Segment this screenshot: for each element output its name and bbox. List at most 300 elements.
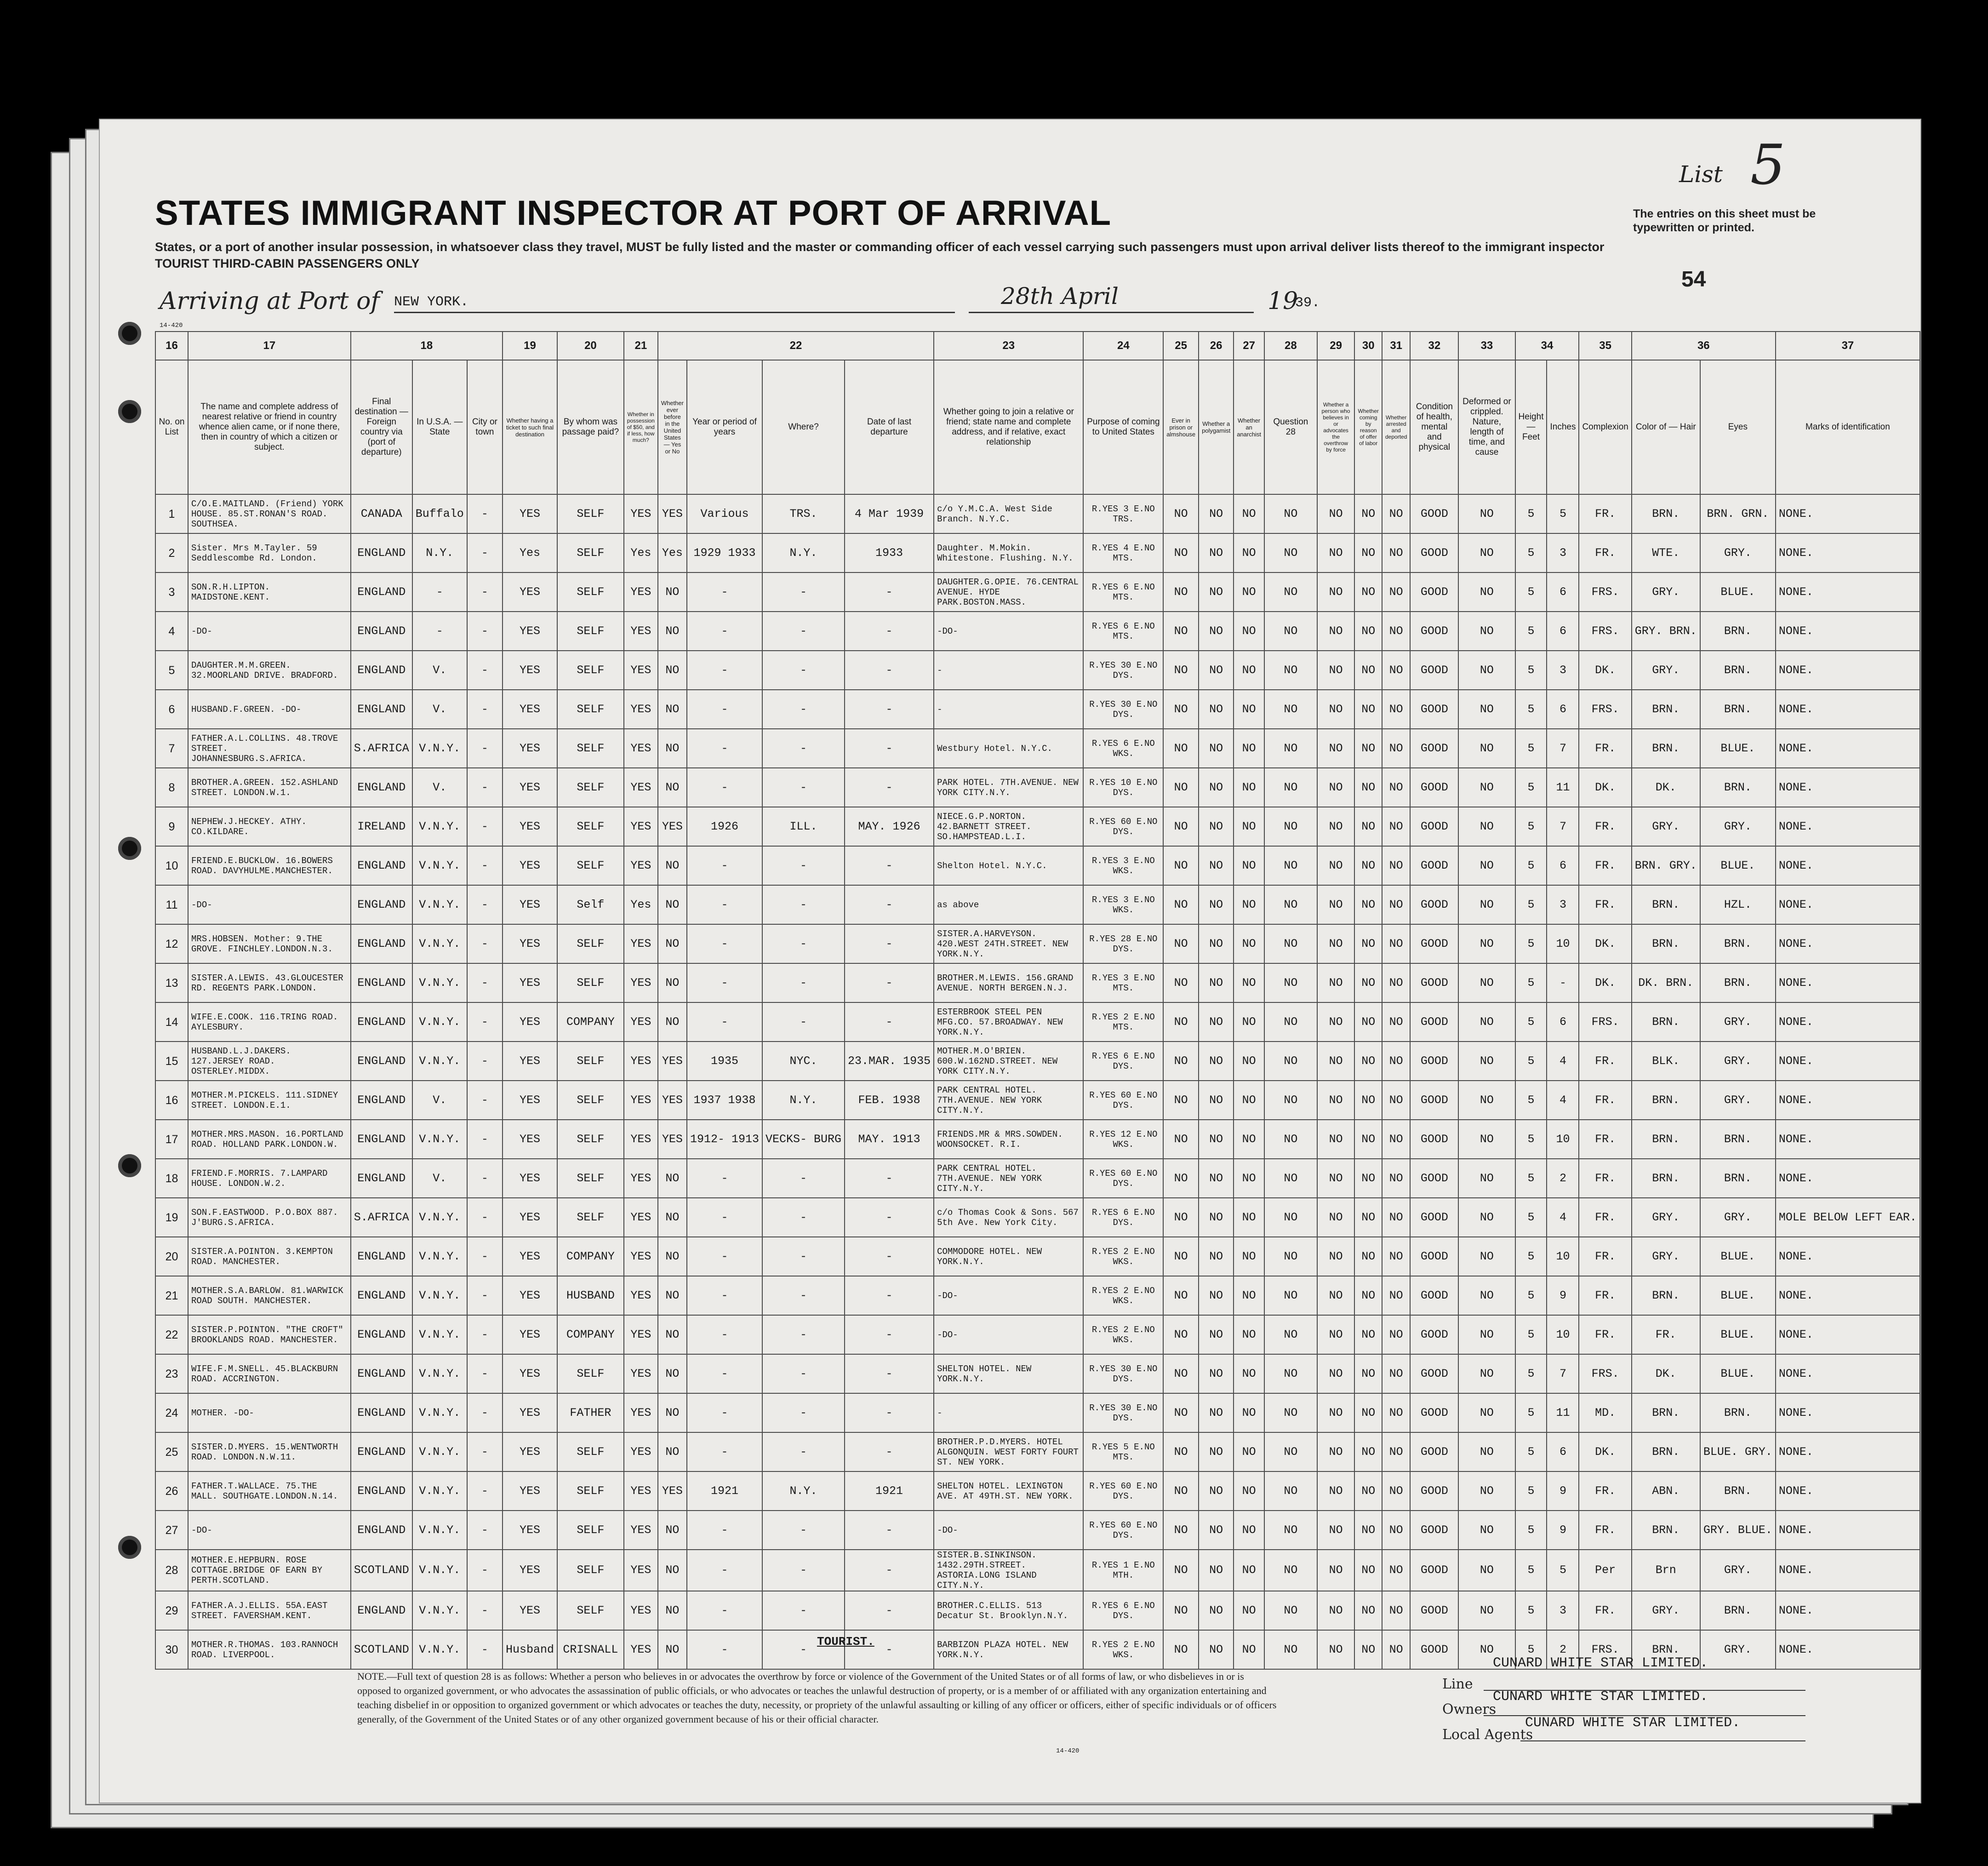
cell-money: YES xyxy=(624,807,658,846)
cell-q: NO xyxy=(1264,1159,1317,1198)
cell-money: YES xyxy=(624,846,658,885)
table-row xyxy=(155,494,1920,533)
cell-q: NO xyxy=(1199,1002,1234,1042)
cell-q: NO xyxy=(1382,572,1410,612)
cell-marks: NONE. xyxy=(1776,1591,1920,1630)
cell-ft: 5 xyxy=(1515,1120,1547,1159)
cell-where: N.Y. xyxy=(762,1471,845,1511)
cell-q: NO xyxy=(1264,885,1317,924)
column-header: Color of — Hair xyxy=(1632,360,1700,494)
column-header: Whether coming by reason of offer of labor xyxy=(1354,360,1382,494)
cell-marks: NONE. xyxy=(1776,963,1920,1002)
cell-q: NO xyxy=(1382,963,1410,1002)
cell-state: V.N.Y. xyxy=(412,924,467,963)
cell-q: NO xyxy=(1382,924,1410,963)
cell-eyes: BRN. xyxy=(1700,612,1776,651)
column-number: 27 xyxy=(1234,332,1264,360)
cell-ft: 5 xyxy=(1515,846,1547,885)
cell-def: NO xyxy=(1458,885,1515,924)
cell-ft: 5 xyxy=(1515,1198,1547,1237)
table-row xyxy=(155,846,1920,885)
column-number: 19 xyxy=(503,332,557,360)
cell-q: NO xyxy=(1317,1550,1355,1591)
cell-comp: FRS. xyxy=(1579,612,1631,651)
cell-q: NO xyxy=(1234,1198,1264,1237)
cell-purpose: R.YES 28 E.NO DYS. xyxy=(1083,924,1163,963)
cell-ctry: ENGLAND xyxy=(351,1354,412,1393)
row-number: 27 xyxy=(155,1511,188,1550)
cell-q: NO xyxy=(1382,690,1410,729)
cell-where: - xyxy=(762,885,845,924)
cell-q: NO xyxy=(1163,885,1199,924)
cell-q: NO xyxy=(1264,533,1317,572)
cell-q: NO xyxy=(1163,651,1199,690)
cell-ft: 5 xyxy=(1515,1471,1547,1511)
cell-ticket: YES xyxy=(503,729,557,768)
cell-join: SISTER.B.SINKINSON. 1432.29TH.STREET. ASTORIA.LONG ISLAND CITY.N.Y. xyxy=(934,1550,1083,1591)
line-label: Line xyxy=(1442,1676,1473,1692)
cell-eyes: BLUE. xyxy=(1700,572,1776,612)
cell-q: NO xyxy=(1354,1159,1382,1198)
binder-hole xyxy=(118,1536,141,1559)
cell-rel: NEPHEW.J.HECKEY. ATHY. CO.KILDARE. xyxy=(188,807,351,846)
row-number: 8 xyxy=(155,768,188,807)
cell-state: V. xyxy=(412,1159,467,1198)
cell-eyes: BLUE. xyxy=(1700,846,1776,885)
cell-rel: MOTHER. -DO- xyxy=(188,1393,351,1432)
cell-money: YES xyxy=(624,572,658,612)
cell-q: NO xyxy=(1382,1120,1410,1159)
cell-q: NO xyxy=(1382,1630,1410,1669)
cell-def: NO xyxy=(1458,533,1515,572)
cell-before: NO xyxy=(658,1354,687,1393)
cell-hair: BRN. xyxy=(1632,1081,1700,1120)
cell-in: 4 xyxy=(1547,1081,1579,1120)
cell-marks: NONE. xyxy=(1776,1354,1920,1393)
cell-q: NO xyxy=(1264,612,1317,651)
cell-q: NO xyxy=(1264,1511,1317,1550)
cell-health: GOOD xyxy=(1410,1276,1458,1315)
cell-eyes: BLUE. xyxy=(1700,1315,1776,1354)
table-row xyxy=(155,1081,1920,1120)
column-header: Marks of identification xyxy=(1776,360,1920,494)
cell-paid: SELF xyxy=(557,1198,624,1237)
cell-purpose: R.YES 5 E.NO MTS. xyxy=(1083,1432,1163,1471)
cell-where: - xyxy=(762,1276,845,1315)
cell-year: - xyxy=(687,1237,762,1276)
cell-before: NO xyxy=(658,1315,687,1354)
cell-q: NO xyxy=(1382,1550,1410,1591)
cell-year: - xyxy=(687,612,762,651)
cell-dep: - xyxy=(845,1354,934,1393)
cell-q: NO xyxy=(1163,1354,1199,1393)
cell-q: NO xyxy=(1199,1042,1234,1081)
cell-state: V.N.Y. xyxy=(412,1393,467,1432)
cell-q: NO xyxy=(1163,1198,1199,1237)
cell-q: NO xyxy=(1317,729,1355,768)
cell-hair: BRN. xyxy=(1632,885,1700,924)
cell-ft: 5 xyxy=(1515,1042,1547,1081)
cell-comp: FR. xyxy=(1579,1237,1631,1276)
cell-eyes: GRY. xyxy=(1700,1198,1776,1237)
row-number: 2 xyxy=(155,533,188,572)
cell-city: - xyxy=(467,1432,503,1471)
cell-def: NO xyxy=(1458,572,1515,612)
cell-ticket: YES xyxy=(503,572,557,612)
cell-q: NO xyxy=(1317,1237,1355,1276)
agents-label: Local Agents xyxy=(1442,1727,1533,1743)
cell-def: NO xyxy=(1458,807,1515,846)
row-number: 16 xyxy=(155,1081,188,1120)
cell-money: YES xyxy=(624,1276,658,1315)
cell-q: NO xyxy=(1264,768,1317,807)
cell-join: BROTHER.M.LEWIS. 156.GRAND AVENUE. NORTH BERGEN.N.J. xyxy=(934,963,1083,1002)
form-code: 14-420 xyxy=(160,322,183,329)
cell-marks: NONE. xyxy=(1776,729,1920,768)
cell-purpose: R.YES 1 E.NO MTH. xyxy=(1083,1550,1163,1591)
cell-in: 9 xyxy=(1547,1471,1579,1511)
cell-q: NO xyxy=(1234,1042,1264,1081)
cell-ft: 5 xyxy=(1515,1432,1547,1471)
cell-where: - xyxy=(762,1198,845,1237)
cell-dep: - xyxy=(845,1630,934,1669)
cell-ft: 5 xyxy=(1515,807,1547,846)
cell-q: NO xyxy=(1199,494,1234,533)
cell-q: NO xyxy=(1234,1081,1264,1120)
cell-comp: Per xyxy=(1579,1550,1631,1591)
cell-ticket: YES xyxy=(503,1042,557,1081)
cell-ticket: YES xyxy=(503,1276,557,1315)
cell-q: NO xyxy=(1382,1354,1410,1393)
cell-dep: - xyxy=(845,1393,934,1432)
cell-q: NO xyxy=(1264,846,1317,885)
cell-join: -DO- xyxy=(934,1276,1083,1315)
cell-ticket: YES xyxy=(503,924,557,963)
column-header: Date of last departure xyxy=(845,360,934,494)
column-number: 30 xyxy=(1354,332,1382,360)
cell-ticket: YES xyxy=(503,1002,557,1042)
cell-marks: NONE. xyxy=(1776,807,1920,846)
cell-money: YES xyxy=(624,1471,658,1511)
cell-comp: FR. xyxy=(1579,533,1631,572)
table-row xyxy=(155,1471,1920,1511)
cell-comp: FR. xyxy=(1579,846,1631,885)
cell-state: V.N.Y. xyxy=(412,885,467,924)
cell-comp: FR. xyxy=(1579,885,1631,924)
cell-city: - xyxy=(467,846,503,885)
cell-q: NO xyxy=(1199,1550,1234,1591)
column-header: Question 28 xyxy=(1264,360,1317,494)
cell-before: NO xyxy=(658,924,687,963)
table-row xyxy=(155,768,1920,807)
cell-ctry: ENGLAND xyxy=(351,612,412,651)
cell-q: NO xyxy=(1354,846,1382,885)
cell-q: NO xyxy=(1317,651,1355,690)
cell-ctry: ENGLAND xyxy=(351,1511,412,1550)
cell-in: 6 xyxy=(1547,1002,1579,1042)
cell-purpose: R.YES 12 E.NO WKS. xyxy=(1083,1120,1163,1159)
cell-join: c/o Thomas Cook & Sons. 567 5th Ave. New York City. xyxy=(934,1198,1083,1237)
cell-def: NO xyxy=(1458,1354,1515,1393)
cell-eyes: BLUE. xyxy=(1700,1354,1776,1393)
cell-q: NO xyxy=(1354,1393,1382,1432)
cell-health: GOOD xyxy=(1410,1042,1458,1081)
cell-q: NO xyxy=(1264,1081,1317,1120)
cell-health: GOOD xyxy=(1410,1120,1458,1159)
cell-year: - xyxy=(687,572,762,612)
cell-purpose: R.YES 10 E.NO DYS. xyxy=(1083,768,1163,807)
cell-eyes: BRN. xyxy=(1700,1471,1776,1511)
cell-ft: 5 xyxy=(1515,494,1547,533)
row-number: 29 xyxy=(155,1591,188,1630)
cell-in: 3 xyxy=(1547,885,1579,924)
column-header: No. on List xyxy=(155,360,188,494)
bottom-form-code: 14-420 xyxy=(1056,1747,1080,1755)
cell-purpose: R.YES 60 E.NO DYS. xyxy=(1083,1081,1163,1120)
cell-q: NO xyxy=(1354,651,1382,690)
cell-dep: FEB. 1938 xyxy=(845,1081,934,1120)
cell-paid: HUSBAND xyxy=(557,1276,624,1315)
cell-rel: HUSBAND.F.GREEN. -DO- xyxy=(188,690,351,729)
cell-q: NO xyxy=(1264,494,1317,533)
cell-state: V.N.Y. xyxy=(412,729,467,768)
cell-q: NO xyxy=(1354,1276,1382,1315)
list-number: 5 xyxy=(1750,133,1786,197)
cell-q: NO xyxy=(1264,690,1317,729)
cell-comp: FR. xyxy=(1579,729,1631,768)
cell-q: NO xyxy=(1163,1471,1199,1511)
cell-hair: Brn xyxy=(1632,1550,1700,1591)
cell-q: NO xyxy=(1354,1120,1382,1159)
cell-q: NO xyxy=(1163,1630,1199,1669)
cell-hair: BRN. xyxy=(1632,729,1700,768)
cell-money: YES xyxy=(624,729,658,768)
cell-in: 4 xyxy=(1547,1042,1579,1081)
cell-purpose: R.YES 6 E.NO DYS. xyxy=(1083,1042,1163,1081)
table-row xyxy=(155,807,1920,846)
cell-comp: DK. xyxy=(1579,651,1631,690)
cell-q: NO xyxy=(1163,807,1199,846)
cell-q: NO xyxy=(1234,963,1264,1002)
column-header: City or town xyxy=(467,360,503,494)
cell-where: - xyxy=(762,1393,845,1432)
cell-ticket: YES xyxy=(503,807,557,846)
cell-q: NO xyxy=(1317,1511,1355,1550)
cell-before: NO xyxy=(658,885,687,924)
cell-marks: NONE. xyxy=(1776,1159,1920,1198)
cell-q: NO xyxy=(1264,924,1317,963)
cell-join: SHELTON HOTEL. NEW YORK.N.Y. xyxy=(934,1354,1083,1393)
cell-hair: BRN. xyxy=(1632,1393,1700,1432)
cell-q: NO xyxy=(1382,1159,1410,1198)
cell-money: YES xyxy=(624,612,658,651)
cell-q: NO xyxy=(1234,807,1264,846)
cell-health: GOOD xyxy=(1410,651,1458,690)
cell-ctry: ENGLAND xyxy=(351,924,412,963)
cell-def: NO xyxy=(1458,1471,1515,1511)
cell-in: 2 xyxy=(1547,1630,1579,1669)
row-number: 24 xyxy=(155,1393,188,1432)
cell-rel: -DO- xyxy=(188,1511,351,1550)
cell-q: NO xyxy=(1199,1591,1234,1630)
cell-eyes: BLUE. xyxy=(1700,1276,1776,1315)
cell-ft: 5 xyxy=(1515,1393,1547,1432)
cell-ctry: ENGLAND xyxy=(351,533,412,572)
cell-where: - xyxy=(762,924,845,963)
cell-q: NO xyxy=(1234,1237,1264,1276)
cell-state: V.N.Y. xyxy=(412,963,467,1002)
cell-q: NO xyxy=(1199,963,1234,1002)
cell-health: GOOD xyxy=(1410,1159,1458,1198)
column-number: 26 xyxy=(1199,332,1234,360)
table-row xyxy=(155,1042,1920,1081)
cell-before: YES xyxy=(658,807,687,846)
cell-q: NO xyxy=(1264,1042,1317,1081)
cell-before: NO xyxy=(658,1432,687,1471)
cell-q: NO xyxy=(1317,885,1355,924)
cell-q: NO xyxy=(1163,1159,1199,1198)
cell-comp: MD. xyxy=(1579,1393,1631,1432)
cell-q: NO xyxy=(1382,1511,1410,1550)
cell-q: NO xyxy=(1317,1393,1355,1432)
cell-q: NO xyxy=(1354,1432,1382,1471)
cell-state: V.N.Y. xyxy=(412,1042,467,1081)
cell-hair: BLK. xyxy=(1632,1042,1700,1081)
cell-ft: 5 xyxy=(1515,1591,1547,1630)
cell-rel: SISTER.A.POINTON. 3.KEMPTON ROAD. MANCHESTER. xyxy=(188,1237,351,1276)
cell-q: NO xyxy=(1199,1630,1234,1669)
cell-ticket: YES xyxy=(503,1393,557,1432)
cell-q: NO xyxy=(1354,1591,1382,1630)
cell-paid: SELF xyxy=(557,572,624,612)
cell-ticket: YES xyxy=(503,1159,557,1198)
cell-ctry: ENGLAND xyxy=(351,651,412,690)
cell-q: NO xyxy=(1199,1237,1234,1276)
cell-dep: - xyxy=(845,885,934,924)
cell-paid: SELF xyxy=(557,729,624,768)
cell-def: NO xyxy=(1458,846,1515,885)
cell-q: NO xyxy=(1163,1237,1199,1276)
cell-q: NO xyxy=(1199,612,1234,651)
cell-q: NO xyxy=(1163,494,1199,533)
cell-paid: SELF xyxy=(557,494,624,533)
cell-hair: BRN. xyxy=(1632,1276,1700,1315)
agents-underline xyxy=(1520,1740,1805,1741)
cell-q: NO xyxy=(1317,612,1355,651)
column-header-row xyxy=(155,360,1920,494)
cell-ticket: YES xyxy=(503,885,557,924)
cell-rel: FRIEND.F.MORRIS. 7.LAMPARD HOUSE. LONDON.W.2. xyxy=(188,1159,351,1198)
cell-where: - xyxy=(762,729,845,768)
cell-join: c/o Y.M.C.A. West Side Branch. N.Y.C. xyxy=(934,494,1083,533)
cell-before: YES xyxy=(658,1120,687,1159)
cell-city: - xyxy=(467,1393,503,1432)
cell-def: NO xyxy=(1458,963,1515,1002)
cell-hair: BRN. xyxy=(1632,1120,1700,1159)
cell-health: GOOD xyxy=(1410,885,1458,924)
cell-q: NO xyxy=(1199,1315,1234,1354)
cell-comp: FR. xyxy=(1579,1081,1631,1120)
cell-join: MOTHER.M.O'BRIEN. 600.W.162ND.STREET. NEW YORK CITY.N.Y. xyxy=(934,1042,1083,1081)
cell-q: NO xyxy=(1382,533,1410,572)
cell-money: YES xyxy=(624,1198,658,1237)
cell-ft: 5 xyxy=(1515,1511,1547,1550)
column-header: Eyes xyxy=(1700,360,1776,494)
cell-def: NO xyxy=(1458,1120,1515,1159)
cell-purpose: R.YES 2 E.NO WKS. xyxy=(1083,1315,1163,1354)
cell-q: NO xyxy=(1354,1550,1382,1591)
cell-in: 7 xyxy=(1547,1354,1579,1393)
cell-city: - xyxy=(467,1591,503,1630)
cell-q: NO xyxy=(1382,1081,1410,1120)
cell-money: YES xyxy=(624,768,658,807)
cell-join: BARBIZON PLAZA HOTEL. NEW YORK.N.Y. xyxy=(934,1630,1083,1669)
cell-health: GOOD xyxy=(1410,1081,1458,1120)
cell-state: V.N.Y. xyxy=(412,1237,467,1276)
cell-eyes: BRN. GRN. xyxy=(1700,494,1776,533)
cell-ft: 5 xyxy=(1515,1081,1547,1120)
cell-eyes: BLUE. xyxy=(1700,1237,1776,1276)
cell-paid: COMPANY xyxy=(557,1315,624,1354)
cell-marks: NONE. xyxy=(1776,1042,1920,1081)
cell-in: 10 xyxy=(1547,1120,1579,1159)
cell-ctry: ENGLAND xyxy=(351,963,412,1002)
cell-ctry: S.AFRICA xyxy=(351,729,412,768)
cell-city: - xyxy=(467,1159,503,1198)
cell-rel: C/O.E.MAITLAND. (Friend) YORK HOUSE. 85.ST.RONAN'S ROAD. SOUTHSEA. xyxy=(188,494,351,533)
cell-ctry: ENGLAND xyxy=(351,1081,412,1120)
cell-rel: MOTHER.MRS.MASON. 16.PORTLAND ROAD. HOLLAND PARK.LONDON.W. xyxy=(188,1120,351,1159)
cell-in: 2 xyxy=(1547,1159,1579,1198)
cell-dep: - xyxy=(845,690,934,729)
cell-ticket: YES xyxy=(503,494,557,533)
cell-ticket: YES xyxy=(503,690,557,729)
cell-city: - xyxy=(467,963,503,1002)
cell-in: 6 xyxy=(1547,572,1579,612)
cell-q: NO xyxy=(1163,1315,1199,1354)
cell-join: - xyxy=(934,651,1083,690)
cell-paid: SELF xyxy=(557,1081,624,1120)
cell-purpose: R.YES 6 E.NO MTS. xyxy=(1083,572,1163,612)
table-row xyxy=(155,533,1920,572)
cell-hair: BRN. xyxy=(1632,1002,1700,1042)
cell-hair: DK. xyxy=(1632,768,1700,807)
cell-ticket: YES xyxy=(503,846,557,885)
cell-dep: - xyxy=(845,1432,934,1471)
cell-city: - xyxy=(467,1081,503,1120)
table-row xyxy=(155,1198,1920,1237)
cell-ticket: Husband xyxy=(503,1630,557,1669)
cell-join: Shelton Hotel. N.Y.C. xyxy=(934,846,1083,885)
cell-dep: 23.MAR. 1935 xyxy=(845,1042,934,1081)
cell-marks: NONE. xyxy=(1776,1471,1920,1511)
cell-ctry: ENGLAND xyxy=(351,1002,412,1042)
column-header: In U.S.A. — State xyxy=(412,360,467,494)
cell-state: Buffalo xyxy=(412,494,467,533)
column-number: 29 xyxy=(1317,332,1355,360)
cell-q: NO xyxy=(1382,494,1410,533)
cell-rel: FRIEND.E.BUCKLOW. 16.BOWERS ROAD. DAVYHULME.MANCHESTER. xyxy=(188,846,351,885)
cell-q: NO xyxy=(1354,572,1382,612)
cell-join: SHELTON HOTEL. LEXINGTON AVE. AT 49TH.ST. NEW YORK. xyxy=(934,1471,1083,1511)
cell-rel: MOTHER.E.HEPBURN. ROSE COTTAGE.BRIDGE OF EARN BY PERTH.SCOTLAND. xyxy=(188,1550,351,1591)
cell-city: - xyxy=(467,533,503,572)
cell-def: NO xyxy=(1458,1550,1515,1591)
cell-year: - xyxy=(687,1002,762,1042)
cell-health: GOOD xyxy=(1410,1550,1458,1591)
cell-ticket: YES xyxy=(503,612,557,651)
cell-ft: 5 xyxy=(1515,768,1547,807)
